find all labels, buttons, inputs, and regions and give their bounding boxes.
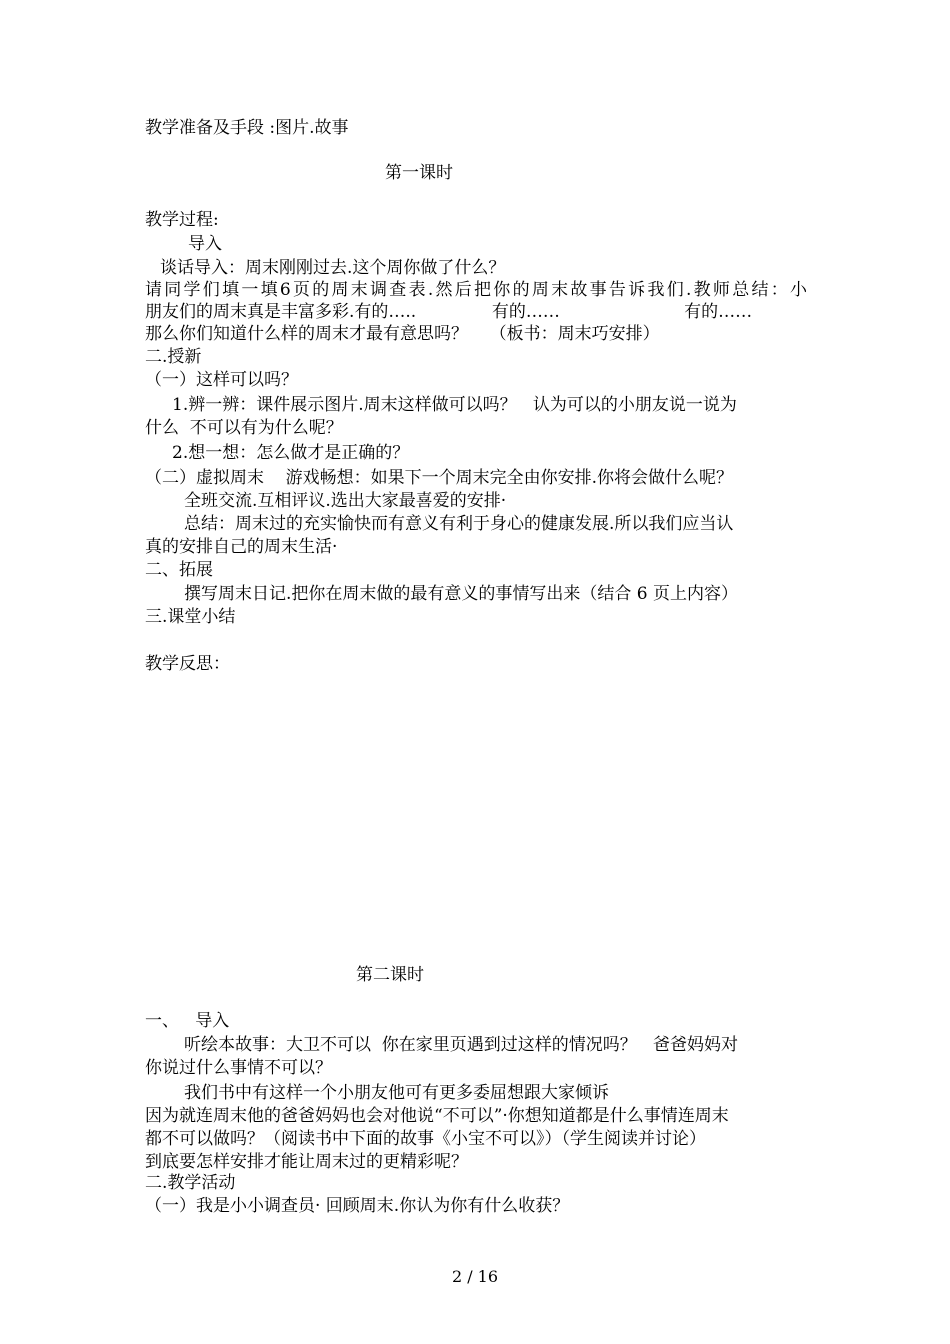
subsection-heading: （一）我是小小调查员· 回顾周末.你认为你有什么收获？ [145, 1196, 570, 1216]
subsection-heading: （二）虚拟周末 游戏畅想：如果下一个周末完全由你安排.你将会做什么呢？ [145, 468, 734, 488]
subsection-heading: （一）这样可以吗？ [145, 370, 298, 390]
process-heading: 教学过程: [145, 210, 219, 230]
paragraph-line: 谈话导入：周末刚刚过去.这个周你做了什么？ [160, 258, 506, 278]
paragraph-line: 什么 不可以有为什么呢？ [145, 418, 343, 438]
paragraph-line: 2.想一想：怎么做才是正确的？ [172, 443, 410, 463]
page-number: 2 / 16 [451, 1267, 499, 1286]
paragraph-line: 总结：周末过的充实愉快而有意义有利于身心的健康发展.所以我们应当认 [184, 514, 734, 534]
paragraph-line: 到底要怎样安排才能让周末过的更精彩呢？ [145, 1152, 468, 1172]
paragraph-line: 那么你们知道什么样的周末才最有意思吗？ （板书：周末巧安排） [145, 324, 660, 344]
paragraph-line: 都不可以做吗？（阅读书中下面的故事《小宝不可以》）（学生阅读并讨论） [145, 1129, 706, 1149]
paragraph-line: 全班交流.互相评议.选出大家最喜爱的安排· [184, 491, 507, 511]
section-heading: 二.教学活动 [145, 1173, 236, 1193]
section-heading: 一、 导入 [145, 1011, 230, 1031]
section-heading: 三.课堂小结 [145, 607, 236, 627]
paragraph-line: 导入 [188, 234, 222, 254]
paragraph-line: 朋友们的周末真是丰富多彩.有的….. 有的…… 有的…… [145, 302, 753, 322]
paragraph-line: 因为就连周末他的爸爸妈妈也会对他说“不可以”·你想知道都是什么事情连周末 [145, 1106, 729, 1126]
paragraph-line: 我们书中有这样一个小朋友他可有更多委屈想跟大家倾诉 [184, 1083, 609, 1103]
paragraph-line: 你说过什么事情不可以？ [145, 1058, 332, 1078]
reflection-heading: 教学反思： [145, 654, 230, 674]
section-heading: 二.授新 [145, 347, 202, 367]
paragraph-line: 撰写周末日记.把你在周末做的最有意义的事情写出来（结合 6 页上内容） [184, 584, 739, 604]
paragraph-line: 请同学们填一填6页的周末调查表.然后把你的周末故事告诉我们.教师总结：小 [145, 280, 807, 300]
prep-line: 教学准备及手段 :图片.故事 [145, 118, 349, 138]
section-heading: 二、拓展 [145, 560, 213, 580]
lesson-1-title: 第一课时 [385, 163, 453, 183]
paragraph-line: 真的安排自己的周末生活· [145, 537, 338, 557]
paragraph-line: 1.辨一辨：课件展示图片.周末这样做可以吗？ 认为可以的小朋友说一说为 [172, 395, 737, 415]
paragraph-line: 听绘本故事：大卫不可以 你在家里页遇到过这样的情况吗？ 爸爸妈妈对 [184, 1035, 739, 1055]
lesson-2-title: 第二课时 [356, 965, 424, 985]
